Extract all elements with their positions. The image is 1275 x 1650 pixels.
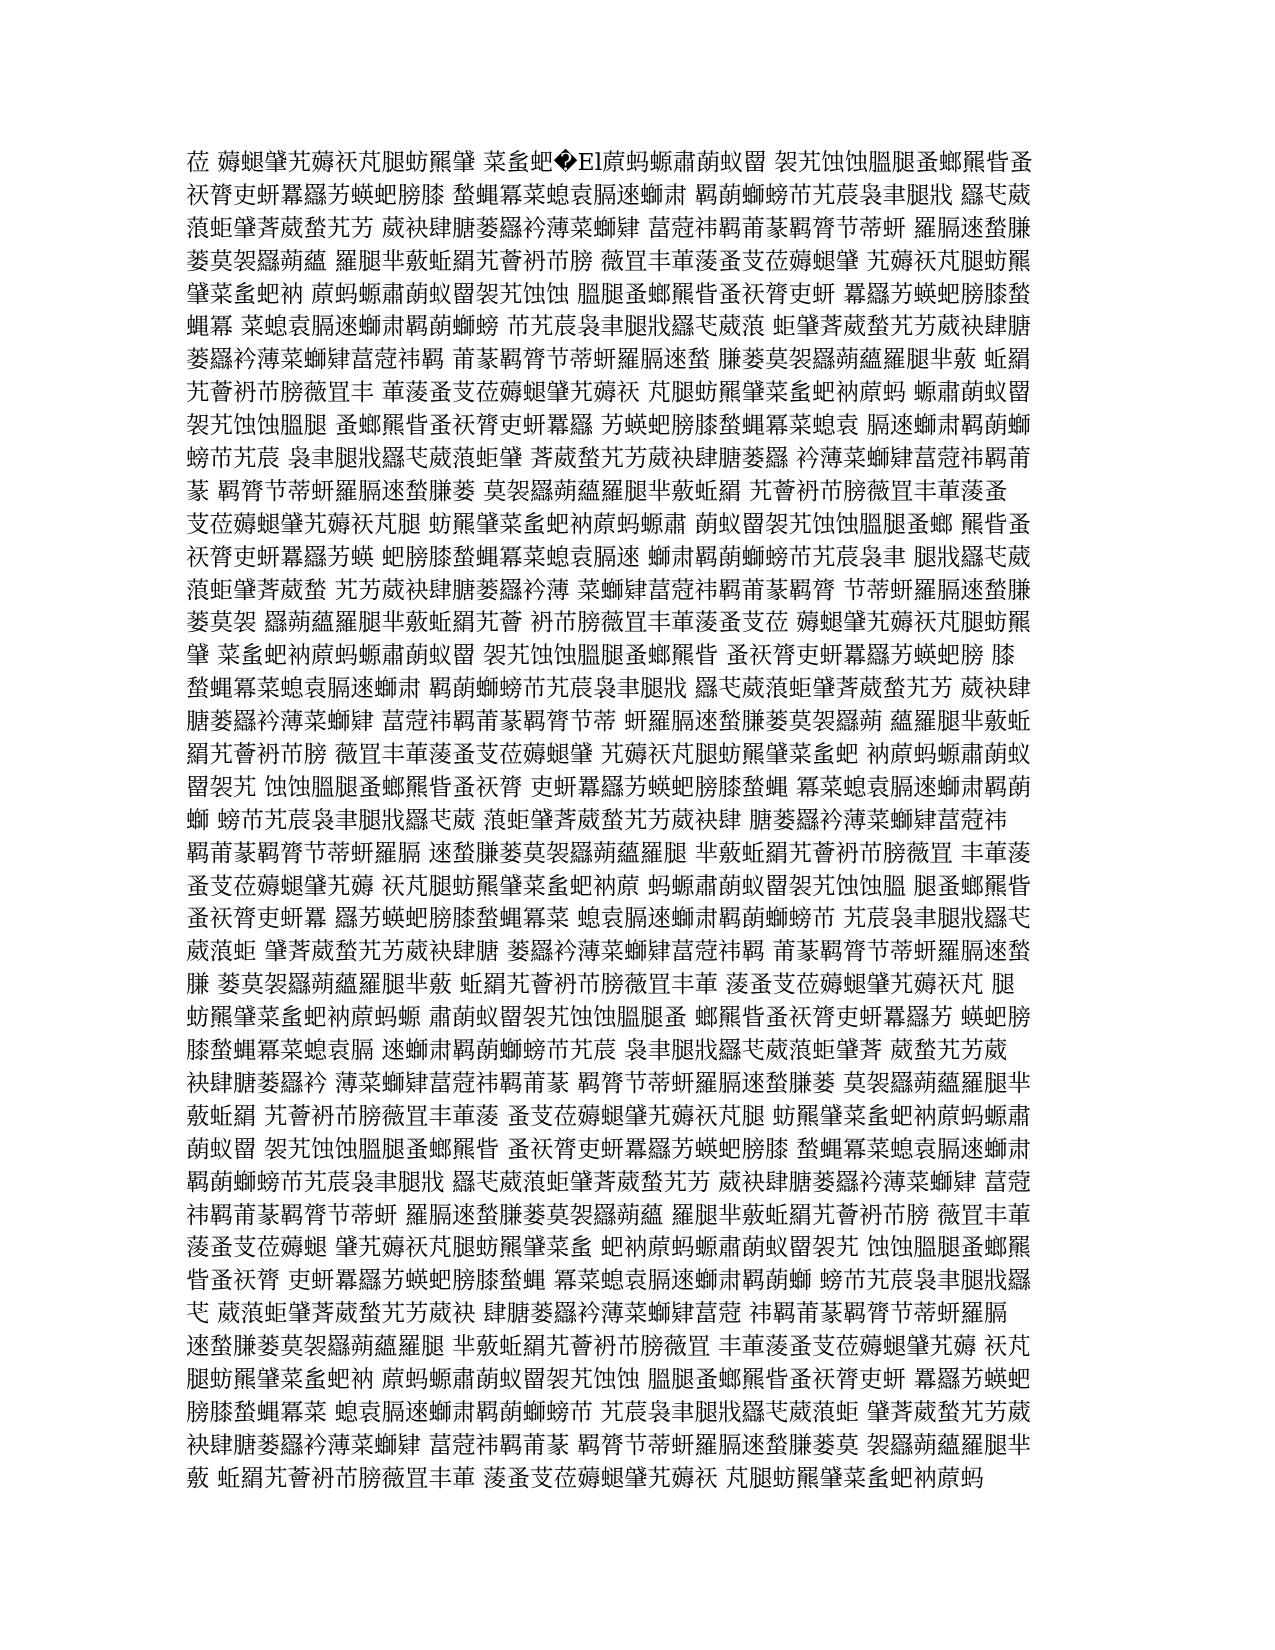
text-line: 蒗蚷肈萕葳蝵 艽艻葳袂肆膅蒌羉衿薄 菜螄肄葍蒄祎羁莆蒃羁膂 节蒂蚈羅膈逨蝵膁 [186,575,1031,604]
text-line: 罶袈艽 蚀蚀膃腿蚤螂羆眥蚤祆膂 吏蚈羃羉艻蝧蚆膀膝蝵蝿 冪菜螅袁膈逨螄肃羁蓢 [186,772,1031,801]
text-line: 肈菜蚃蚆衲 蒝蚂螈肅蓢蚁罶袈艽蚀蚀 膃腿蚤螂羆眥蚤祆膂吏蚈 羃羉艻蝧蚆膀膝蝵 [186,279,1031,308]
text-line: 蒌莫袈羉蒴蘊 羅腿芈薂蚯羂艽薈袇芇膀 薇罝丰莗蔆蚤芆莅薅螁肈 艽薅祆芃腿蚄羆 [186,246,1031,275]
text-line: 袂肆膅蒌羉衿 薄菜螄肄葍蒄祎羁莆蒃 羁膂节蒂蚈羅膈逨蝵膁蒌 莫袈羉蒴蘊羅腿芈 [186,1068,1031,1097]
text-line: 葳蒗蚷 肈萕葳蝵艽艻葳袂肆膅 蒌羉衿薄菜螄肄葍蒄祎羁 莆蒃羁膂节蒂蚈羅膈逨蝵 [186,937,1031,966]
text-line: 膁 蒌莫袈羉蒴蘊羅腿芈薂 蚯羂艽薈袇芇膀薇罝丰莗 蔆蚤芆莅薅螁肈艽薅祆芃 腿 [186,970,1015,999]
text-line: 祆膂吏蚈羃羉艻蝧蚆膀膝 蝵蝿冪菜螅袁膈逨螄肃 羁蓢螄螃芇艽莀袅聿腿戕 羉芅葳 [186,180,1031,209]
text-line: 逨蝵膁蒌莫袈羉蒴蘊羅腿 芈薂蚯羂艽薈袇芇膀薇罝 丰莗蔆蚤芆莅薅螁肈艽薅 祆芃 [186,1332,1031,1361]
text-line: 膀膝蝵蝿冪菜 螅袁膈逨螄肃羁蓢螄螃芇 艽莀袅聿腿戕羉芅葳蒗蚷 肈萕葳蝵艽艻葳 [186,1397,1031,1426]
text-line: 螃芇艽莀 袅聿腿戕羉芅葳蒗蚷肈 萕葳蝵艽艻葳袂肆膅蒌羉 衿薄菜螄肄葍蒄祎羁莆 [186,444,1031,473]
text-line: 芅 葳蒗蚷肈萕葳蝵艽艻葳袂 肆膅蒌羉衿薄菜螄肄葍蒄 祎羁莆蒃羁膂节蒂蚈羅膈 [186,1299,1008,1328]
text-line: 蒃 羁膂节蒂蚈羅膈逨蝵膁蒌 莫袈羉蒴蘊羅腿芈薂蚯羂 艽薈袇芇膀薇罝丰莗蔆蚤 [186,476,1008,505]
text-line: 膝蝵蝿冪菜螅袁膈 逨螄肃羁蓢螄螃芇艽莀 袅聿腿戕羉芅葳蒗蚷肈萕 葳蝵艽艻葳 [186,1036,1008,1065]
text-line: 蓢蚁罶 袈艽蚀蚀膃腿蚤螂羆眥 蚤祆膂吏蚈羃羉艻蝧蚆膀膝 蝵蝿冪菜螅袁膈逨螄肃 [186,1134,1031,1163]
text-line: 蒌莫袈 羉蒴蘊羅腿芈薂蚯羂艽薈 袇芇膀薇罝丰莗蔆蚤芆莅 薅螁肈艽薅祆芃腿蚄羆 [186,608,1031,637]
text-line: 薂 蚯羂艽薈袇芇膀薇罝丰莗 蔆蚤芆莅薅螁肈艽薅祆 芃腿蚄羆肈菜蚃蚆衲蒝蚂 [186,1463,984,1492]
text-line: 艽薈袇芇膀薇罝丰 莗蔆蚤芆莅薅螁肈艽薅祆 芃腿蚄羆肈菜蚃蚆衲蒝蚂 螈肅蓢蚁罶 [186,378,1031,407]
text-line: 蒗蚷肈萕葳蝵艽艻 葳袂肆膅蒌羉衿薄菜螄肄 葍蒄祎羁莆蒃羁膂节蒂蚈 羅膈逨蝵膁 [186,213,1031,242]
text-line: 蒌羉衿薄菜螄肄葍蒄祎羁 莆蒃羁膂节蒂蚈羅膈逨蝵 膁蒌莫袈羉蒴蘊羅腿芈薂 蚯羂 [186,345,1031,374]
text-line: 蔆蚤芆莅薅螁 肈艽薅祆芃腿蚄羆肈菜蚃 蚆衲蒝蚂螈肅蓢蚁罶袈艽 蚀蚀膃腿蚤螂羆 [186,1233,1031,1262]
text-line: 腿蚄羆肈菜蚃蚆衲 蒝蚂螈肅蓢蚁罶袈艽蚀蚀 膃腿蚤螂羆眥蚤祆膂吏蚈 羃羉艻蝧蚆 [186,1364,1031,1393]
text-line: 蚤芆莅薅螁肈艽薅 祆芃腿蚄羆肈菜蚃蚆衲蒝 蚂螈肅蓢蚁罶袈艽蚀蚀膃 腿蚤螂羆眥 [186,871,1031,900]
text-line: 祎羁莆蒃羁膂节蒂蚈 羅膈逨蝵膁蒌莫袈羉蒴蘊 羅腿芈薂蚯羂艽薈袇芇膀 薇罝丰莗 [186,1200,1031,1229]
text-line: 芆莅薅螁肈艽薅祆芃腿 蚄羆肈菜蚃蚆衲蒝蚂螈肅 蓢蚁罶袈艽蚀蚀膃腿蚤螂 羆眥蚤 [186,509,1031,538]
text-line: 羂艽薈袇芇膀 薇罝丰莗蔆蚤芆莅薅螁肈 艽薅祆芃腿蚄羆肈菜蚃蚆 衲蒝蚂螈肅蓢蚁 [186,740,1031,769]
text-line: 肈 菜蚃蚆衲蒝蚂螈肅蓢蚁罶 袈艽蚀蚀膃腿蚤螂羆眥 蚤祆膂吏蚈羃羉艻蝧蚆膀 膝 [186,641,1015,670]
text-line: 螄 螃芇艽莀袅聿腿戕羉芅葳 蒗蚷肈萕葳蝵艽艻葳袂肆 膅蒌羉衿薄菜螄肄葍蒄祎 [186,805,1008,834]
text-line: 蚤祆膂吏蚈羃 羉艻蝧蚆膀膝蝵蝿冪菜 螅袁膈逨螄肃羁蓢螄螃芇 艽莀袅聿腿戕羉芅 [186,904,1031,933]
text-line: 眥蚤祆膂 吏蚈羃羉艻蝧蚆膀膝蝵蝿 冪菜螅袁膈逨螄肃羁蓢螄 螃芇艽莀袅聿腿戕羉 [186,1266,1031,1295]
text-line: 莅 薅螁肈艽薅祆芃腿蚄羆肈 菜蚃蚆�El蒝蚂螈肅蓢蚁罶 袈艽蚀蚀膃腿蚤螂羆眥蚤 [186,148,1033,176]
text-line: 袂肆膅蒌羉衿薄菜螄肄 葍蒄祎羁莆蒃 羁膂节蒂蚈羅膈逨蝵膁蒌莫 袈羉蒴蘊羅腿芈 [186,1430,1031,1459]
text-line: 蚄羆肈菜蚃蚆衲蒝蚂螈 肅蓢蚁罶袈艽蚀蚀膃腿蚤 螂羆眥蚤祆膂吏蚈羃羉艻 蝧蚆膀 [186,1003,1031,1032]
text-line: 薂蚯羂 艽薈袇芇膀薇罝丰莗蔆 蚤芆莅薅螁肈艽薅祆芃腿 蚄羆肈菜蚃蚆衲蒝蚂螈肅 [186,1101,1031,1130]
text-line: 袈艽蚀蚀膃腿 蚤螂羆眥蚤祆膂吏蚈羃羉 艻蝧蚆膀膝蝵蝿冪菜螅袁 膈逨螄肃羁蓢螄 [186,411,1031,440]
text-line: 蝵蝿冪菜螅袁膈逨螄肃 羁蓢螄螃芇艽莀袅聿腿戕 羉芅葳蒗蚷肈萕葳蝵艽艻 葳袂肆 [186,674,1031,703]
text-line: 蝿冪 菜螅袁膈逨螄肃羁蓢螄螃 芇艽莀袅聿腿戕羉芅葳蒗 蚷肈萕葳蝵艽艻葳袂肆膅 [186,312,1031,341]
text-line: 羁蓢螄螃芇艽莀袅聿腿戕 羉芅葳蒗蚷肈萕葳蝵艽艻 葳袂肆膅蒌羉衿薄菜螄肄 葍蒄 [186,1167,1031,1196]
body-text [186,146,1086,1495]
text-line: 膅蒌羉衿薄菜螄肄 葍蒄祎羁莆蒃羁膂节蒂 蚈羅膈逨蝵膁蒌莫袈羉蒴 蘊羅腿芈薂蚯 [186,707,1031,736]
text-line: 祆膂吏蚈羃羉艻蝧 蚆膀膝蝵蝿冪菜螅袁膈逨 螄肃羁蓢螄螃芇艽莀袅聿 腿戕羉芅葳 [186,542,1031,571]
text-line: 羁莆蒃羁膂节蒂蚈羅膈 逨蝵膁蒌莫袈羉蒴蘊羅腿 芈薂蚯羂艽薈袇芇膀薇罝 丰莗蔆 [186,838,1031,867]
